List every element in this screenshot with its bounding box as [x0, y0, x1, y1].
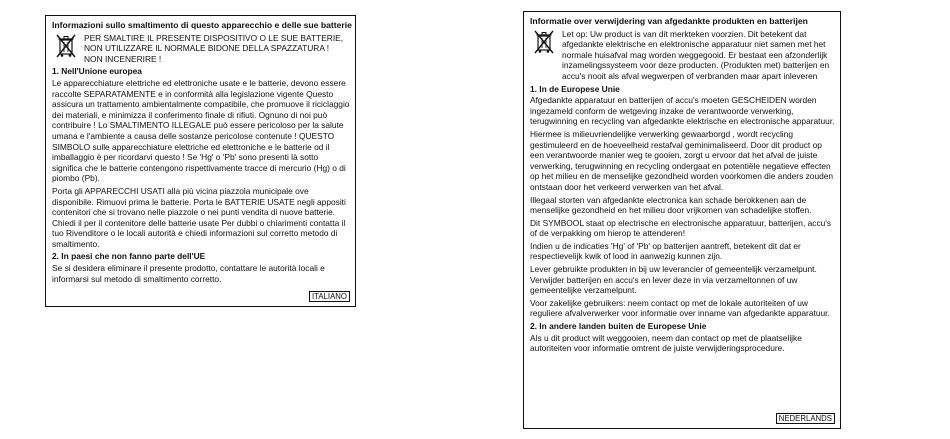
- crossed-out-bin-icon: [56, 34, 76, 58]
- warning-text: Let op: Uw product is van dit merkteken voorzien. Dit betekent dat afgedankte elektrische en elektronische apparatuur niet samen met het normale huisafval mag worden weggegooid. Er bestaat een afzonderlijk inzamelingssysteem voor deze producten. (Produkten met) batterijen en accu's nooit als afval wegwerpen of verbranden maar apart inleveren: [562, 28, 830, 81]
- section-1-paragraph: Voor zakelijke gebruikers: neem contact op met de lokale autoriteiten of uw reguliere afvalverwerker voor informatie over inname van afgedankte apparatuur.: [530, 297, 830, 319]
- section-1-paragraph: Illegaal storten van afgedankte electronica kan schade berokkenen aan de menselijke gezondheid en het milieu door vrijkomen van schadelijke stoffen.: [530, 194, 812, 216]
- section-1-paragraph: Dit SYMBOOL staat op electrische en electronische apparatuur, batterijen, accu's of de verpakking om hierop te attenderen!: [530, 217, 832, 239]
- section-1-paragraph: Hiermee is milieuvriendelijke verwerking gewaarborgd , wordt recycling gestimuleerd en de hoeveelheid restafval geminimaliseerd. Door dit product op een verantwoorde manier weg te gooien, zorgt u ervoor dat het afval de juiste verwerking, terugwinning en recycling ondergaat en potentiële negatieve effecten op het milieu en de menselijke gezondheid worden voorkomen die anders zouden ontstaan door het verkeerd verwerken van het afval.: [530, 128, 834, 192]
- disposal-notice-italian: [45, 15, 356, 307]
- section-1-heading: 1. In de Europese Unie: [530, 83, 620, 94]
- section-2-heading: 2. In paesi che non fanno parte dell'UE: [52, 251, 206, 262]
- section-2-paragraph: Als u dit product wilt weggooien, neem dan contact op met de plaatselijke autoriteiten voor informatie omtrent de juiste verwijderingsprocedure.: [530, 332, 802, 354]
- section-1-paragraph: Le apparecchiature elettriche ed elettroniche usate e le batterie, devono essere raccolte SEPARATAMENTE e in conformità alla legislazione vigente Questo assicura un trattamento ambientalmente compatibile, che promuove il riciclaggio dei materiali, e minimizza il conferimento finale di rifiuti. Ognuno di noi può contribuire ! Lo SMALTIMENTO ILLEGALE può essere pericoloso per la salute umana e l'ambiente a causa delle sostanze pericolose contenute ! QUESTO SIMBOLO sulle apparecchiature elettriche ed elettroniche e le batterie od il imballaggio è per ricordarvi questo ! Se 'Hg' o 'Pb' sono presenti là sotto significa che le batterie contengono rispettivamente tracce di mercurio (Hg) o di piombo (Pb).: [52, 77, 350, 184]
- section-2-heading: 2. In andere landen buiten de Europese Unie: [530, 321, 707, 332]
- section-1-paragraph: Lever gebruikte produkten in bij uw leverancier of gemeentelijk verzamelpunt. Verwijder batterijen en accu's en lever deze in via verzameltonnen of uw gemeentelijke verzamelpunt.: [530, 264, 817, 296]
- section-1-paragraph: Porta gli APPARECCHI USATI alla più vicina piazzola municipale ove disponibile. Rimuovi prima le batterie. Porta le BATTERIE USATE negli appositi contenitori che si trovano nelle piazzole o nei punti vendita di nuove batterie. Chiedi il per il contenitore delle batterie usate Per dubbi o chiarimenti contatta il tuo Rivenditore o le locali autorità e chiedi informazioni sul corretto metodo di smaltimento.: [52, 185, 346, 249]
- section-1-heading: 1. Nell'Unione europea: [52, 66, 142, 77]
- language-badge: NEDERLANDS: [776, 413, 835, 424]
- section-1-paragraph: Afgedankte apparatuur en batterijen of accu's moeten GESCHEIDEN worden ingezameld conform de wetgeving inzake de verantwoorde verwerking, terugwinning en recycling van afgedankte elektrische en electronische apparatuur.: [530, 95, 835, 127]
- warning-block: [52, 33, 350, 65]
- notice-title: Informazioni sullo smaltimento di questo apparecchio e delle sue batterie: [52, 20, 352, 30]
- crossed-out-bin-icon: [534, 30, 554, 54]
- disposal-notice-dutch: [523, 11, 841, 429]
- notice-title: Informatie over verwijdering van afgedankte produkten en batterijen: [530, 16, 808, 26]
- section-2-paragraph: Se si desidera eliminare il presente prodotto, contattare le autorità locali e informarsi sul metodo di smaltimento corretto.: [52, 263, 325, 284]
- language-badge: ITALIANO: [309, 291, 350, 302]
- warning-block: [530, 29, 835, 82]
- section-1-paragraph: Indien u de indicaties 'Hg' of 'Pb' op batterijen aantreft, betekent dit dat er respectievelijk kwik of lood in aanwezig kunnen zijn.: [530, 240, 801, 262]
- warning-text: PER SMALTIRE IL PRESENTE DISPOSITIVO O LE SUE BATTERIE, NON UTILIZZARE IL NORMALE BIDONE DELLA SPAZZATURA ! NON INCENERIRE !: [84, 32, 344, 64]
